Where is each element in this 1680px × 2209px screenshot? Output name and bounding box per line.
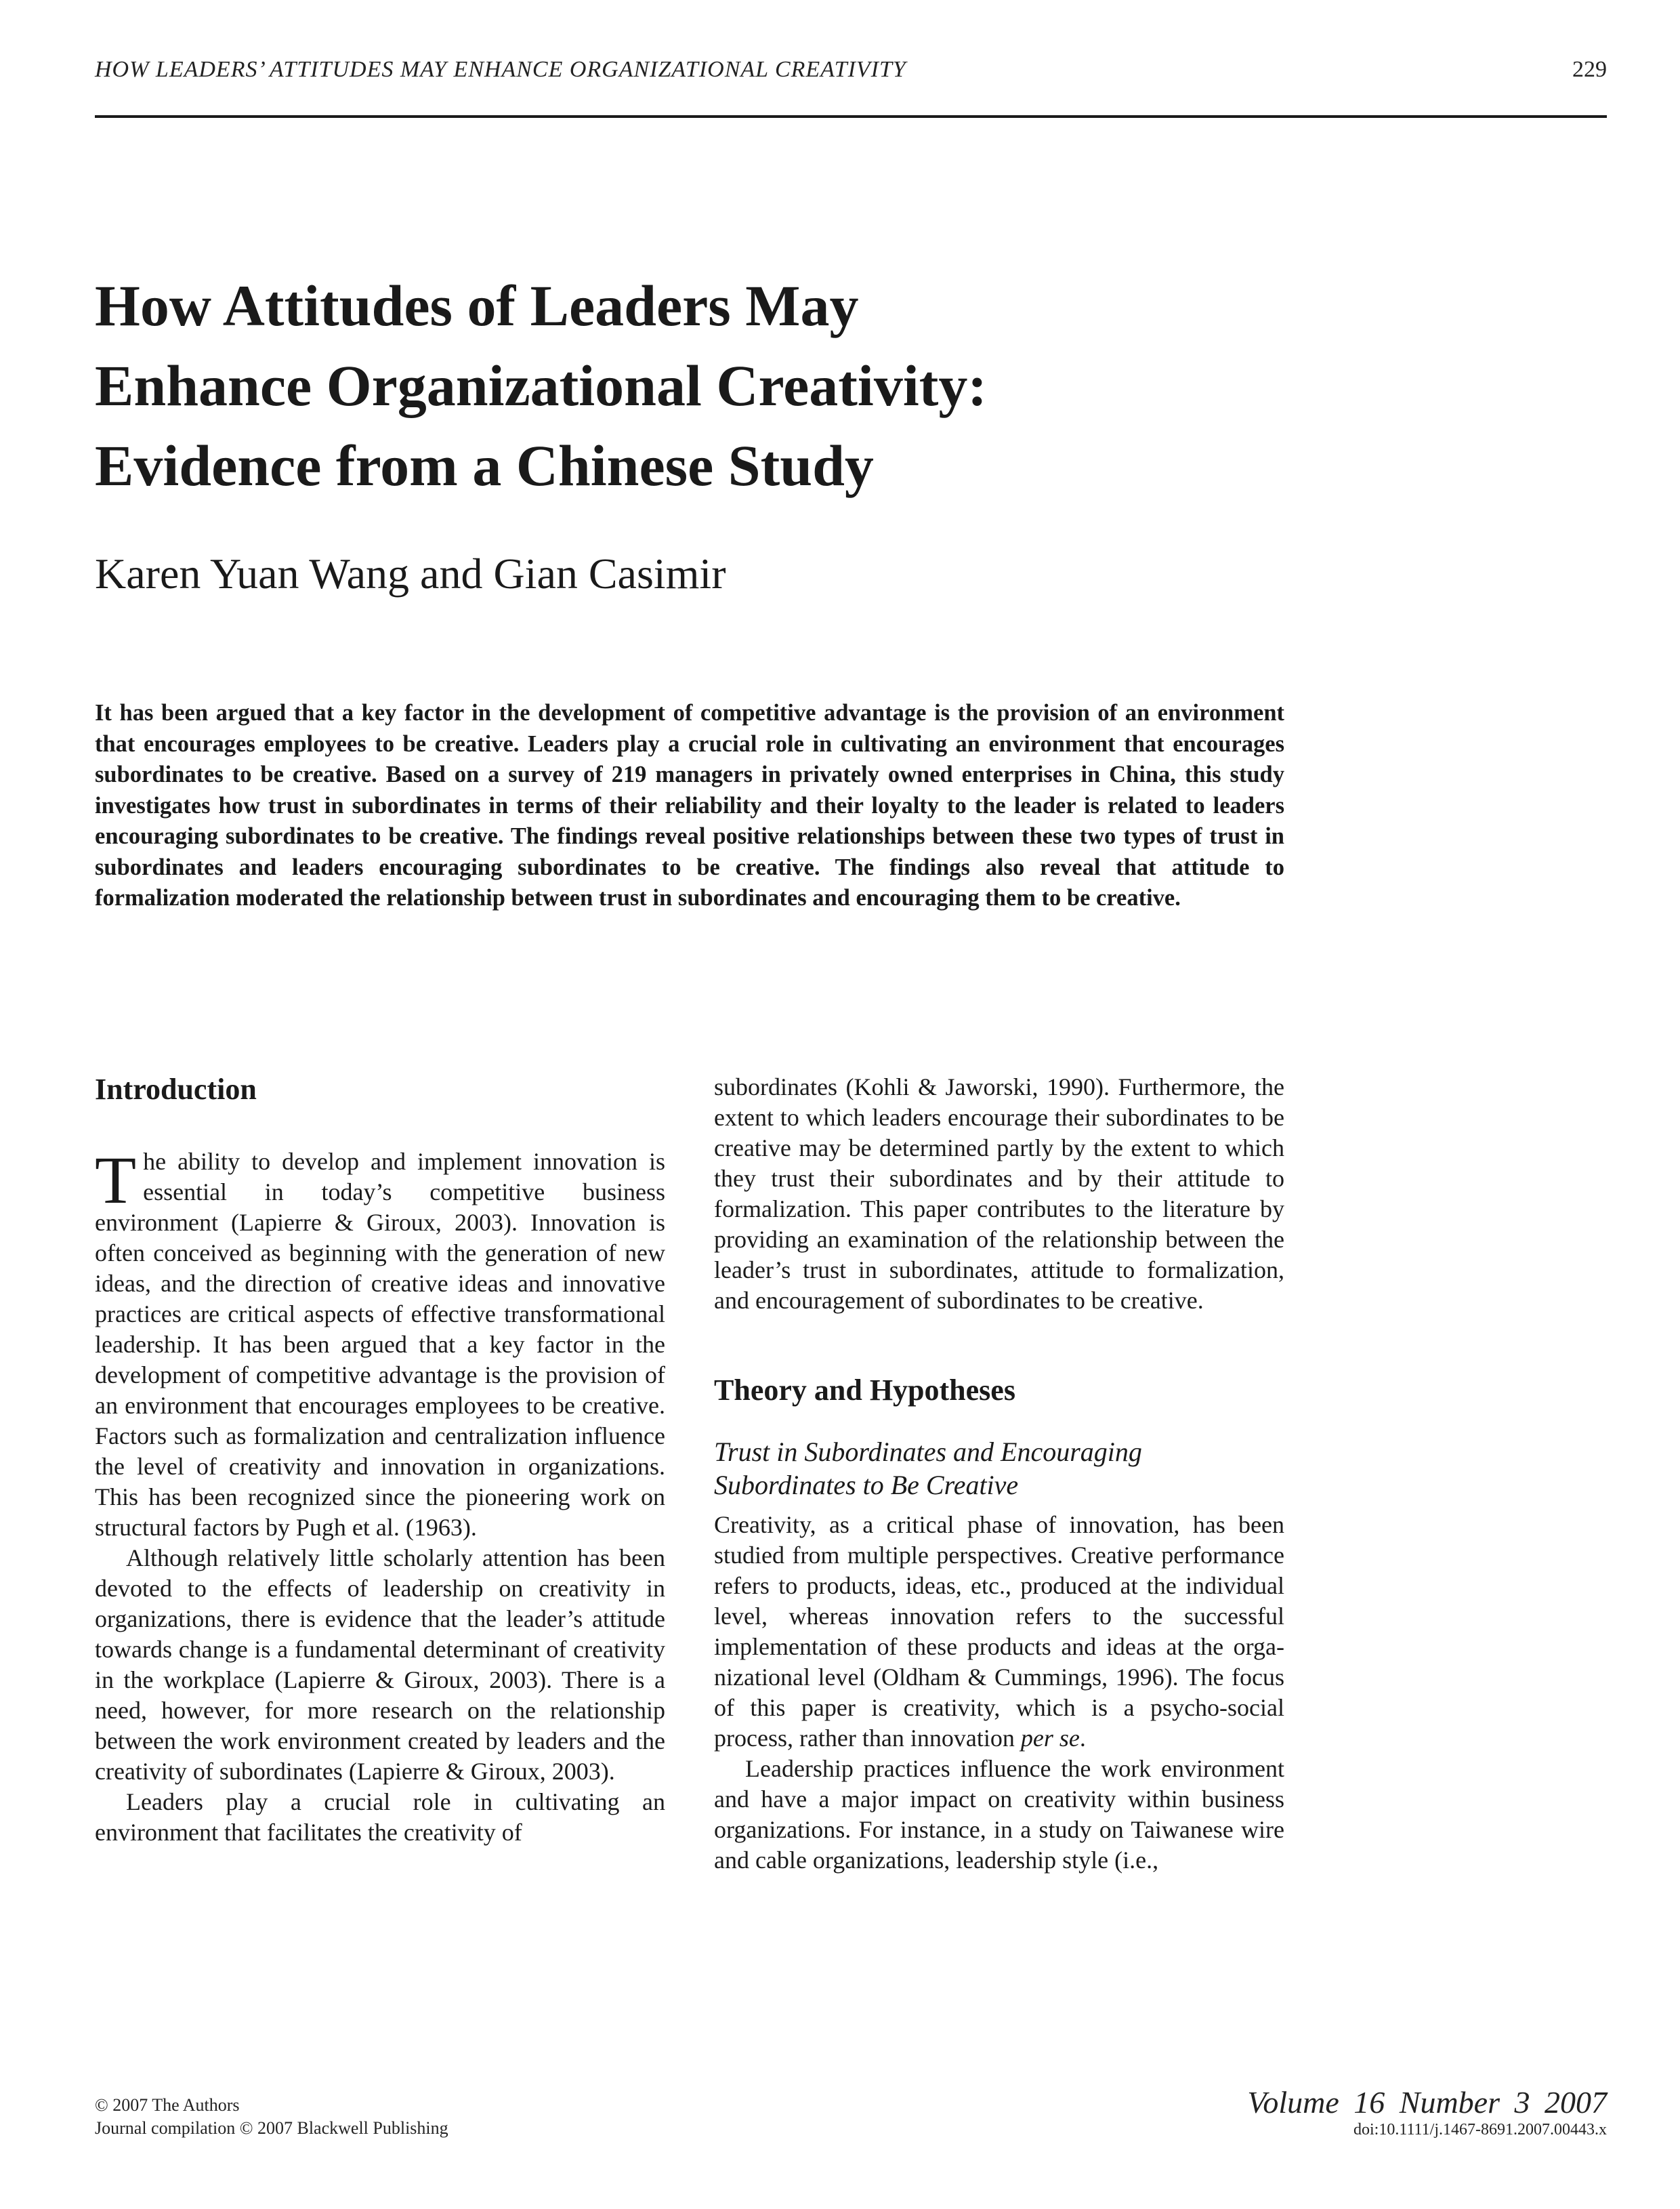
abstract: It has been argued that a key factor in the development of competitive advantage is the provision of an environment that encourages employees to be creative. Leaders play a crucial role in cultivating an environment that encourages subordinates to be creative. Based on a survey of 219 managers in privately owned enterprises in China, this study investigates how trust in subordinates in terms of their reliability and their loyalty to the leader is related to leaders encouraging subordinates to be creative. The findings reveal positive relationships between these two types of trust in subordinates and leaders encouraging subordinates to be creative. The findings also reveal that attitude to formalization moderated the relationship between trust in subordinates and encouraging them to be creative.	[95, 700, 1284, 911]
drop-cap: T	[95, 1142, 137, 1218]
intro-paragraph-1-text: he ability to develop and implement innovation is essential in today’s competitive business environment (Lapierre & Giroux, 2003). Innovation is often conceived as beginning with the generation of new ideas, and the direction of creative ideas and innovative practices are critical aspects of effective transformational leadership. It has been argued that a key factor in the development of competitive advantage is the provision of an environment that encourages employees to be creative. Factors such as formalization and centralization influence the level of creativity and innovation in organizations. This has been recognized since the pioneering work on structural factors by Pugh et al. (1963).	[95, 1148, 665, 1541]
copyright-line: © 2007 The Authors	[95, 2095, 240, 2115]
intro-paragraph-3: Leaders play a crucial role in cultivating an environment that facilitates the creativity of	[95, 1788, 665, 1846]
subsection-heading-line: Subordinates to Be Creative	[714, 1470, 1019, 1500]
doi: doi:10.1111/j.1467-8691.2007.00443.x	[1353, 2121, 1607, 2139]
footer-copyright-block	[95, 2094, 448, 2140]
page-number: 229	[1572, 57, 1607, 82]
section-heading-theory: Theory and Hypotheses	[714, 1374, 1015, 1407]
title-line: How Attitudes of Leaders May	[95, 273, 859, 338]
running-head-title: HOW LEADERS’ ATTITUDES MAY ENHANCE ORGANIZATIONAL CREATIVITY	[95, 57, 906, 82]
theory-paragraph-2: Leadership practices influence the work environment and have a major impact on creativity within business organizations. For instance, in a study on Taiwanese wire and cable organizations, leadership style (i.e.,	[714, 1755, 1284, 1874]
section-heading-introduction: Introduction	[95, 1073, 257, 1106]
header-rule	[95, 115, 1607, 118]
intro-paragraph-continued: subordinates (Kohli & Jaworski, 1990). Furthermore, the extent to which leaders encourage their subordinates to be creative may be determined partly by the extent to which they trust their subordinates and by their attitude to formalization. This paper contributes to the literature by providing an examination of the relationship between the leader’s trust in subordinates, attitude to formalization, and encouragement of subordinates to be creative.	[714, 1073, 1284, 1314]
left-column	[95, 1071, 665, 1848]
title-line: Enhance Organizational Creativity:	[95, 353, 988, 418]
title-line: Evidence from a Chinese Study	[95, 433, 874, 498]
intro-paragraph-1	[95, 1142, 665, 1543]
latin-term: per se	[1020, 1725, 1080, 1752]
period: .	[1079, 1725, 1086, 1752]
journal-compilation-line: Journal compilation © 2007 Blackwell Publishing	[95, 2118, 448, 2138]
subsection-heading	[714, 1435, 1284, 1502]
theory-paragraph-1	[714, 1510, 1284, 1754]
article-authors: Karen Yuan Wang and Gian Casimir	[95, 550, 726, 598]
subsection-heading-line: Trust in Subordinates and Encouraging	[714, 1437, 1142, 1467]
article-title	[95, 266, 1382, 505]
theory-paragraph-1-text: Creativity, as a critical phase of innovation, has been studied from multiple perspectives. Creative performance refers to products, ideas, etc., produced at the individual level, whereas innovation refers to the successful implementation of these products and ideas at the organizational level (Oldham & Cummings, 1996). The focus of this paper is creativity, which is a psycho-social process, rather than innovation	[714, 1511, 1284, 1752]
right-column	[714, 1072, 1284, 1876]
intro-paragraph-2: Although relatively little scholarly attention has been devoted to the effects of leadership on creativity in organizations, there is evidence that the leader’s attitude towards change is a fundamental determinant of creativity in the workplace (Lapierre & Giroux, 2003). There is a need, however, for more research on the relationship between the work environment created by leaders and the creativity of subordinates (Lapierre & Giroux, 2003).	[95, 1544, 665, 1785]
volume-issue-year: Volume 16 Number 3 2007	[1247, 2085, 1607, 2120]
